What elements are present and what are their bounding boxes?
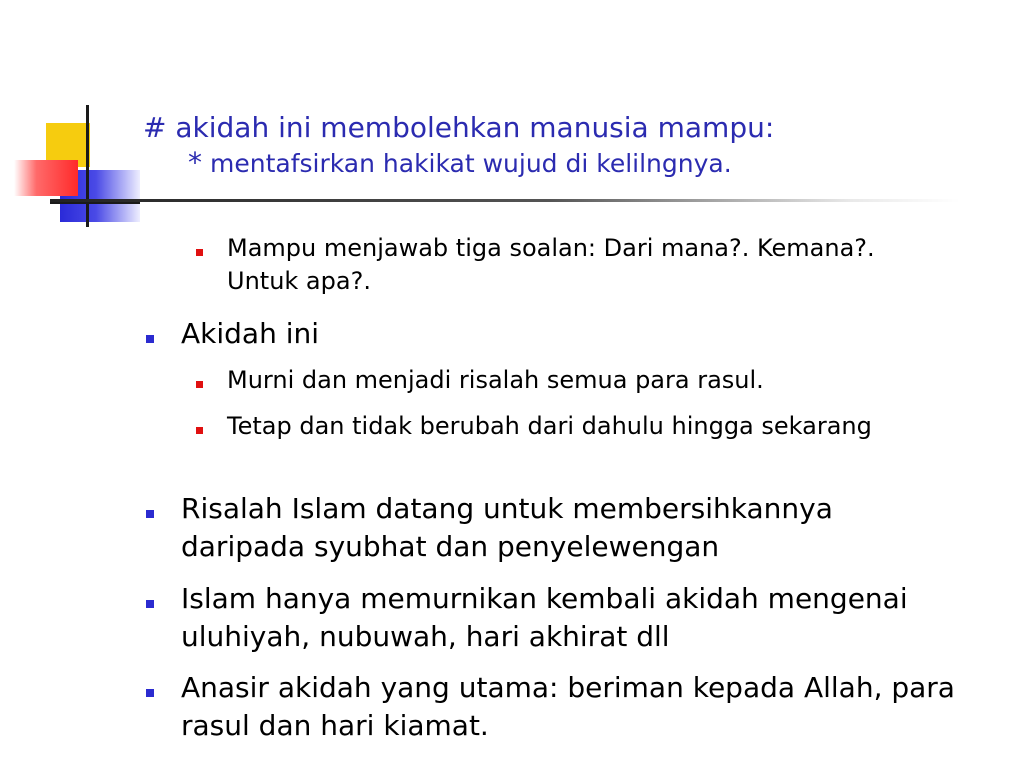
list-item-text: Akidah ini	[181, 317, 320, 350]
title-underline	[50, 199, 960, 202]
bullet-square-icon	[196, 427, 203, 434]
list-item	[146, 315, 1006, 353]
bullet-square-icon	[196, 249, 203, 256]
logo-vertical-line	[86, 105, 89, 227]
title-line-2	[143, 146, 774, 181]
list-item-text: Islam hanya memurnikan kembali akidah mengenai uluhiyah, nubuwah, hari akhirat dll	[181, 582, 908, 653]
title-line-2-text: mentafsirkan hakikat wujud di kelilngnya.	[210, 149, 732, 178]
bullet-square-icon	[146, 600, 154, 608]
bullet-square-icon	[146, 510, 154, 518]
list-item	[196, 232, 916, 298]
bullet-square-icon	[196, 381, 203, 388]
bullet-square-icon	[146, 689, 154, 697]
bullet-square-icon	[146, 335, 154, 343]
decorative-logo	[10, 105, 140, 235]
list-item-text: Risalah Islam datang untuk membersihkannya daripada syubhat dan penyelewengan	[181, 492, 833, 563]
list-item	[146, 669, 1016, 745]
list-item-text: Murni dan menjadi risalah semua para rasul.	[227, 366, 764, 394]
list-item-text: Tetap dan tidak berubah dari dahulu hingga sekarang	[227, 412, 872, 440]
list-item	[196, 364, 916, 397]
list-item	[146, 490, 1006, 566]
list-item-text: Anasir akidah yang utama: beriman kepada Allah, para rasul dan hari kiamat.	[181, 671, 955, 742]
list-item-text: Mampu menjawab tiga soalan: Dari mana?. Kemana?. Untuk apa?.	[227, 234, 875, 295]
list-item	[196, 410, 916, 443]
title-line-1: # akidah ini membolehkan manusia mampu:	[143, 111, 775, 144]
list-item	[146, 580, 1006, 656]
logo-red-square	[14, 160, 78, 196]
slide-title	[143, 110, 774, 181]
title-line-2-prefix: *	[188, 146, 202, 179]
